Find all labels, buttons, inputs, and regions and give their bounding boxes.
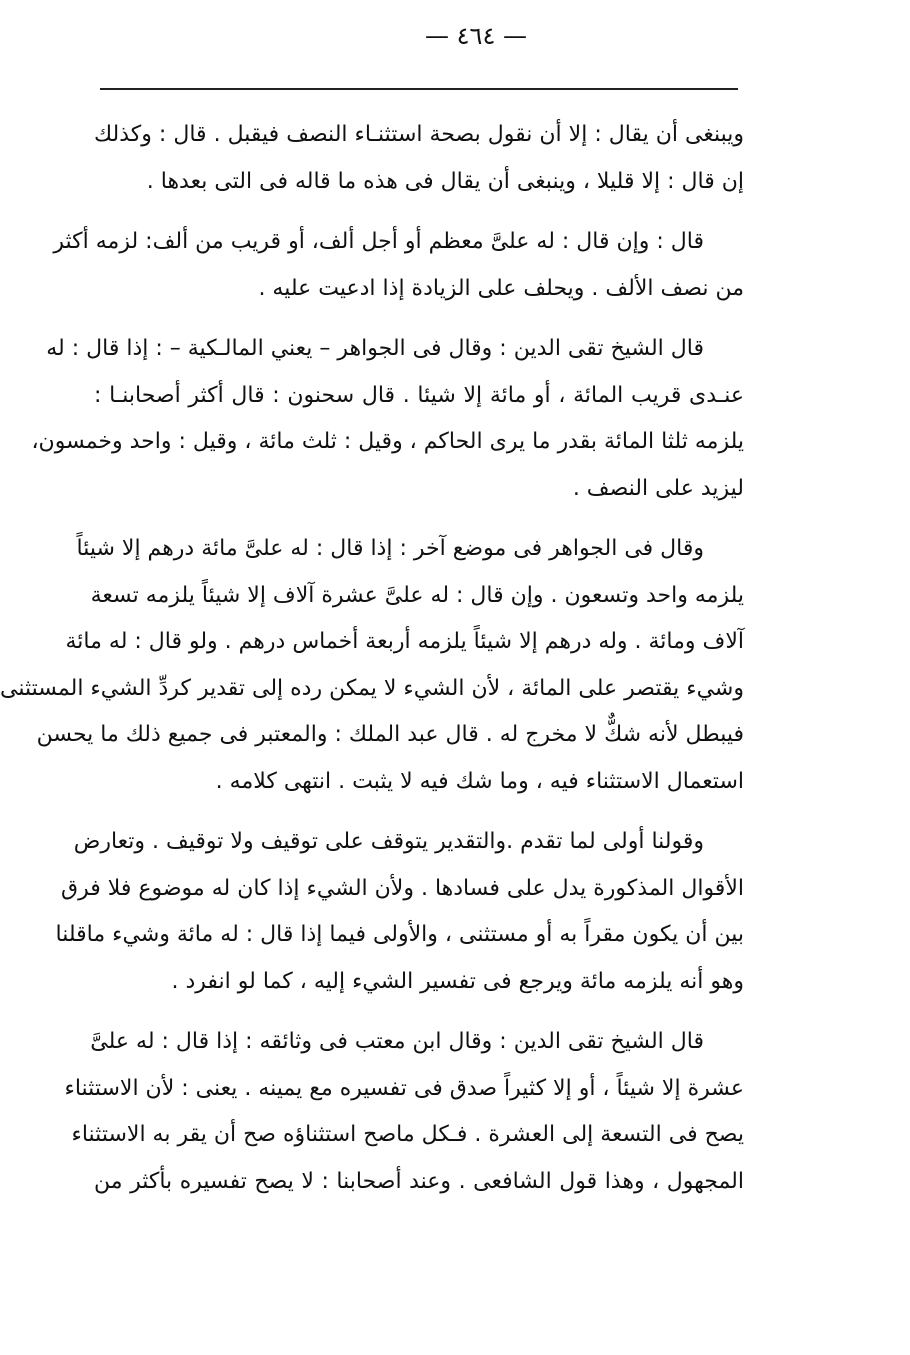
text-line: ليزيد على النصف .	[572, 475, 744, 501]
text-line: يلزمه ثلثا المائة بقدر ما يرى الحاكم ، وقيل : ثلث مائة ، وقيل : واحد وخمسون،	[31, 429, 744, 454]
text-line: ويبنغى أن يقال : إلا أن نقول بصحة استثنـاء النصف فيقبل . قال : وكذلك	[94, 122, 744, 147]
paragraph-3	[31, 326, 744, 512]
text-line: بين أن يكون مقراً به أو مستثنى ، والأولى فيما إذا قال : له مائة وشيء ماقلنا	[55, 922, 744, 947]
paragraph-2	[53, 219, 744, 312]
text-line: استعمال الاستثناء فيه ، وما شك فيه لا يثبت . انتهى كلامه .	[215, 768, 744, 794]
text-line: فيبطل لأنه شكٌّ لا مخرج له . قال عبد الملك : والمعتبر فى جميع ذلك ما يحسن	[36, 722, 744, 747]
text-line: وهو أنه يلزمه مائة ويرجع فى تفسير الشيء إليه ، كما لو انفرد .	[171, 968, 744, 994]
paragraph-4	[0, 526, 744, 805]
text-line: قال : وإن قال : له علىَّ معظم أو أجل ألف، أو قريب من ألف: لزمه أكثر	[53, 229, 704, 254]
paragraph-5	[55, 819, 744, 1005]
paragraph-6	[64, 1019, 744, 1205]
text-line: قال الشيخ تقى الدين : وقال فى الجواهر – يعني المالـكية – : إذا قال : له	[46, 336, 704, 361]
text-line: آلاف ومائة . وله درهم إلا شيئاً يلزمه أربعة أخماس درهم . ولو قال : له مائة	[65, 629, 744, 654]
text-line: عشرة إلا شيئاً ، أو إلا كثيراً صدق فى تفسيره مع يمينه . يعنى : لأن الاستثناء	[64, 1075, 744, 1101]
text-line: إن قال : إلا قليلا ، وينبغى أن يقال فى هذه ما قاله فى التى بعدها .	[146, 168, 744, 194]
text-line: عنـدى قريب المائة ، أو مائة إلا شيئا . قال سحنون : قال أكثر أصحابنـا :	[94, 382, 744, 408]
text-line: وقال فى الجواهر فى موضع آخر : إذا قال : له علىَّ مائة درهم إلا شيئاً	[76, 536, 704, 561]
text-line: من نصف الألف . ويحلف على الزيادة إذا ادعيت عليه .	[258, 275, 744, 301]
text-line: المجهول ، وهذا قول الشافعى . وعند أصحابنا : لا يصح تفسيره بأكثر من	[94, 1168, 744, 1194]
text-line: يصح فى التسعة إلى العشرة . فـكل ماصح استثناؤه صح أن يقر به الاستثناء	[71, 1122, 744, 1147]
header-rule	[100, 88, 738, 90]
text-line: يلزمه واحد وتسعون . وإن قال : له علىَّ عشرة آلاف إلا شيئاً يلزمه تسعة	[90, 582, 744, 608]
page-number: — ٤٦٤ —	[425, 22, 527, 50]
text-line: وقولنا أولى لما تقدم .والتقدير يتوقف على توقيف ولا توقيف . وتعارض	[73, 829, 704, 854]
text-line: وشيء يقتصر على المائة ، لأن الشيء لا يمكن رده إلى تقدير كردِّ الشيء المستثنى	[0, 675, 744, 701]
text-line: الأقوال المذكورة يدل على فسادها . ولأن الشيء إذا كان له موضوع فلا فرق	[61, 875, 744, 901]
text-line: قال الشيخ تقى الدين : وقال ابن معتب فى وثائقه : إذا قال : له علىَّ	[90, 1029, 704, 1054]
paragraph-1	[94, 112, 744, 205]
body-text	[0, 112, 744, 1219]
